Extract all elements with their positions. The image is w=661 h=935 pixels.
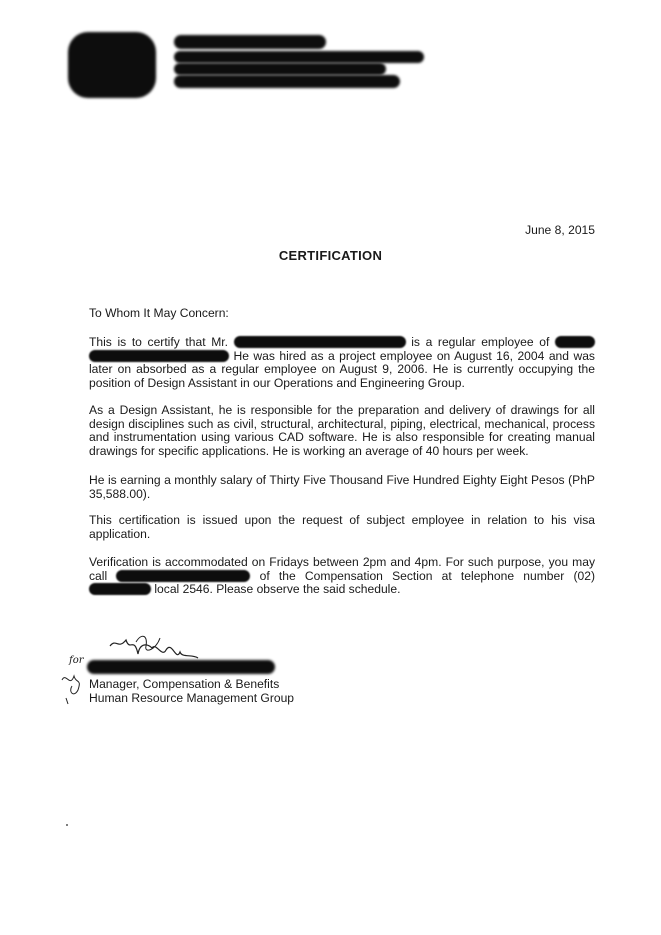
paragraph-5-end: local 2546. Please observe the said schedule. — [154, 582, 401, 597]
signatory-position: Manager, Compensation & Benefits — [89, 677, 280, 691]
signature-stroke-main — [110, 640, 198, 658]
redacted-phone-number — [89, 583, 151, 595]
redacted-signatory-name — [87, 660, 275, 674]
paragraph-3: He is earning a monthly salary of Thirty Five Thousand Five Hundred Eighty Eight Pesos (PhP 35,588.00). — [89, 473, 595, 501]
redacted-company-name-b — [89, 350, 229, 362]
paragraph-4: This certification is issued upon the request of subject employee in relation to his visa application. — [89, 513, 595, 541]
signatory-group: Human Resource Management Group — [89, 690, 295, 705]
paragraph-2: As a Design Assistant, he is responsible for the preparation and delivery of drawings for all design disciplines such as civil, structural, architectural, piping, electrical, mechanical, process and instrumentation using various CAD software. He is also responsible for creating manual drawings for specific applications. He is working an average of 40 hours per week. — [89, 403, 595, 458]
paragraph-1 — [89, 336, 595, 390]
redacted-company-name-a — [555, 336, 595, 348]
signatory-block — [89, 678, 294, 706]
redacted-letterhead-line-1 — [174, 35, 326, 49]
paragraph-1-body: He was hired as a project employee on August 16, 2004 and was later on absorbed as a regular employee on August 9, 2006. He is currently occupying the position of Design Assistant in our Operations and Engineering Group. — [89, 348, 595, 390]
paragraph-1-mid: is a regular employee of — [411, 335, 550, 349]
salutation: To Whom It May Concern: — [89, 306, 229, 320]
signature-for-label: for — [69, 655, 84, 666]
letter-date: June 8, 2015 — [525, 223, 595, 237]
redacted-contact-name — [116, 570, 250, 582]
letter-title: CERTIFICATION — [278, 248, 383, 263]
redacted-letterhead-line-4 — [174, 75, 400, 88]
initials-stroke — [62, 676, 79, 704]
paragraph-5-intro: Verification is accommodated on Fridays between 2pm and 4pm. For such purpose, you may call — [89, 555, 595, 583]
redacted-employee-name — [234, 336, 406, 348]
redacted-letterhead-line-2 — [174, 51, 424, 63]
redacted-logo — [68, 32, 156, 98]
paragraph-5 — [89, 556, 595, 597]
scan-speck — [66, 824, 68, 826]
paragraph-5-mid: of the Compensation Section at telephone number (02) — [259, 568, 595, 583]
redacted-letterhead-line-3 — [174, 63, 386, 75]
paragraph-1-intro: This is to certify that Mr. — [89, 335, 228, 349]
